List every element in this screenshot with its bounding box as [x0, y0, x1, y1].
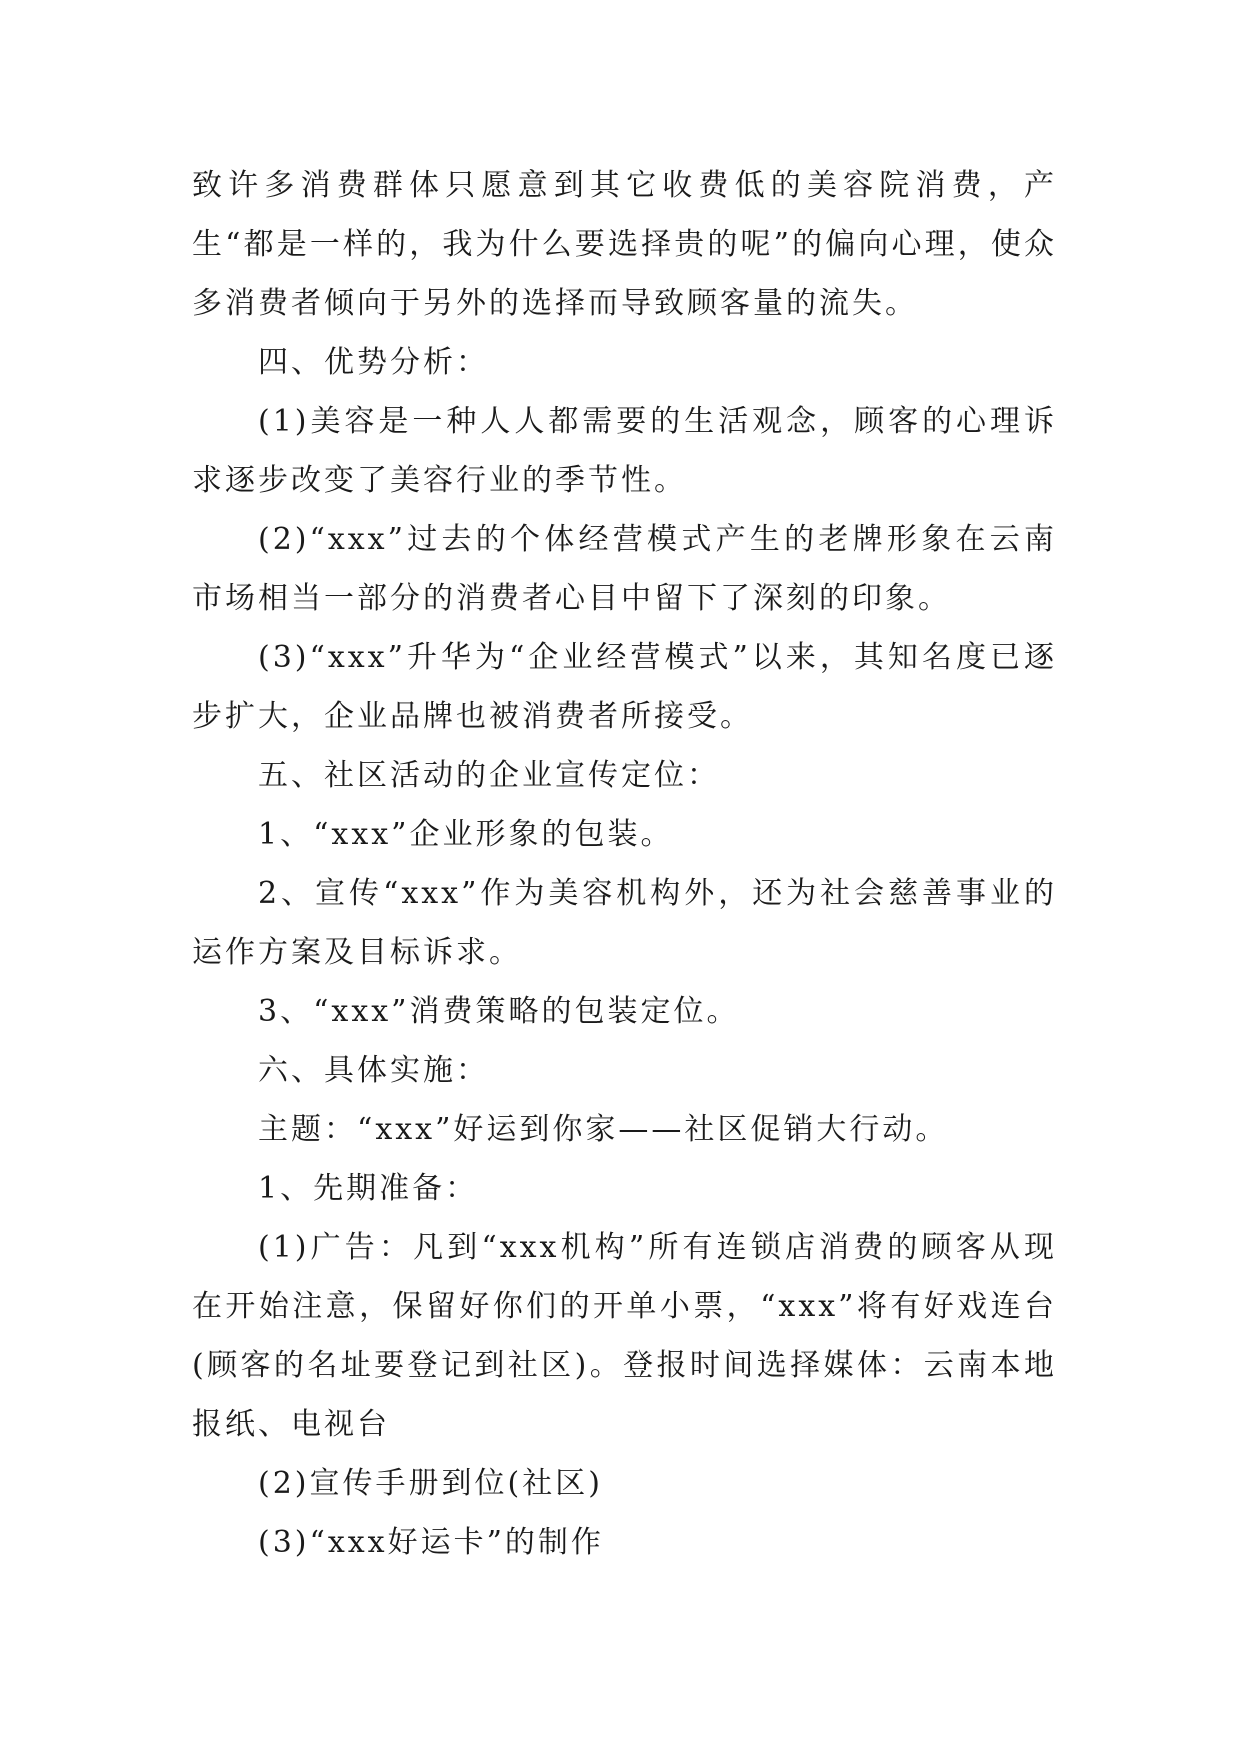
- list-item: 3、“xxx”消费策略的包装定位。: [258, 994, 740, 1029]
- paragraph: 致许多消费群体只愿意到其它收费低的美容院消费，产生“都是一样的，我为什么要选择贵的呢”的偏向心理，使众多消费者倾向于另外的选择而导致顾客量的流失。: [192, 168, 1057, 321]
- subsection-heading-preparation: 1、先期准备：: [258, 1171, 479, 1206]
- section-heading-positioning: 五、社区活动的企业宣传定位：: [258, 758, 720, 793]
- theme-line: 主题：“xxx”好运到你家——社区促销大行动。: [258, 1112, 949, 1147]
- section-heading-advantages: 四、优势分析：: [258, 345, 489, 380]
- list-item: 1、“xxx”企业形象的包装。: [258, 817, 674, 852]
- paragraph: (1)广告：凡到“xxx机构”所有连锁店消费的顾客从现在开始注意，保留好你们的开单小票，“xxx”将有好戏连台(顾客的名址要登记到社区)。登报时间选择媒体：云南本地报纸、电视台: [192, 1230, 1057, 1442]
- list-item: (3)“xxx好运卡”的制作: [258, 1525, 604, 1560]
- paragraph: (2)“xxx”过去的个体经营模式产生的老牌形象在云南市场相当一部分的消费者心目中留下了深刻的印象。: [192, 522, 1057, 616]
- list-item: 2、宣传“xxx”作为美容机构外，还为社会慈善事业的运作方案及目标诉求。: [192, 876, 1057, 970]
- list-item: (2)宣传手册到位(社区): [258, 1466, 603, 1501]
- section-heading-implementation: 六、具体实施：: [258, 1053, 489, 1088]
- paragraph: (1)美容是一种人人都需要的生活观念，顾客的心理诉求逐步改变了美容行业的季节性。: [192, 404, 1057, 498]
- paragraph: (3)“xxx”升华为“企业经营模式”以来，其知名度已逐步扩大，企业品牌也被消费者所接受。: [192, 640, 1057, 734]
- document-body: [192, 156, 1057, 1572]
